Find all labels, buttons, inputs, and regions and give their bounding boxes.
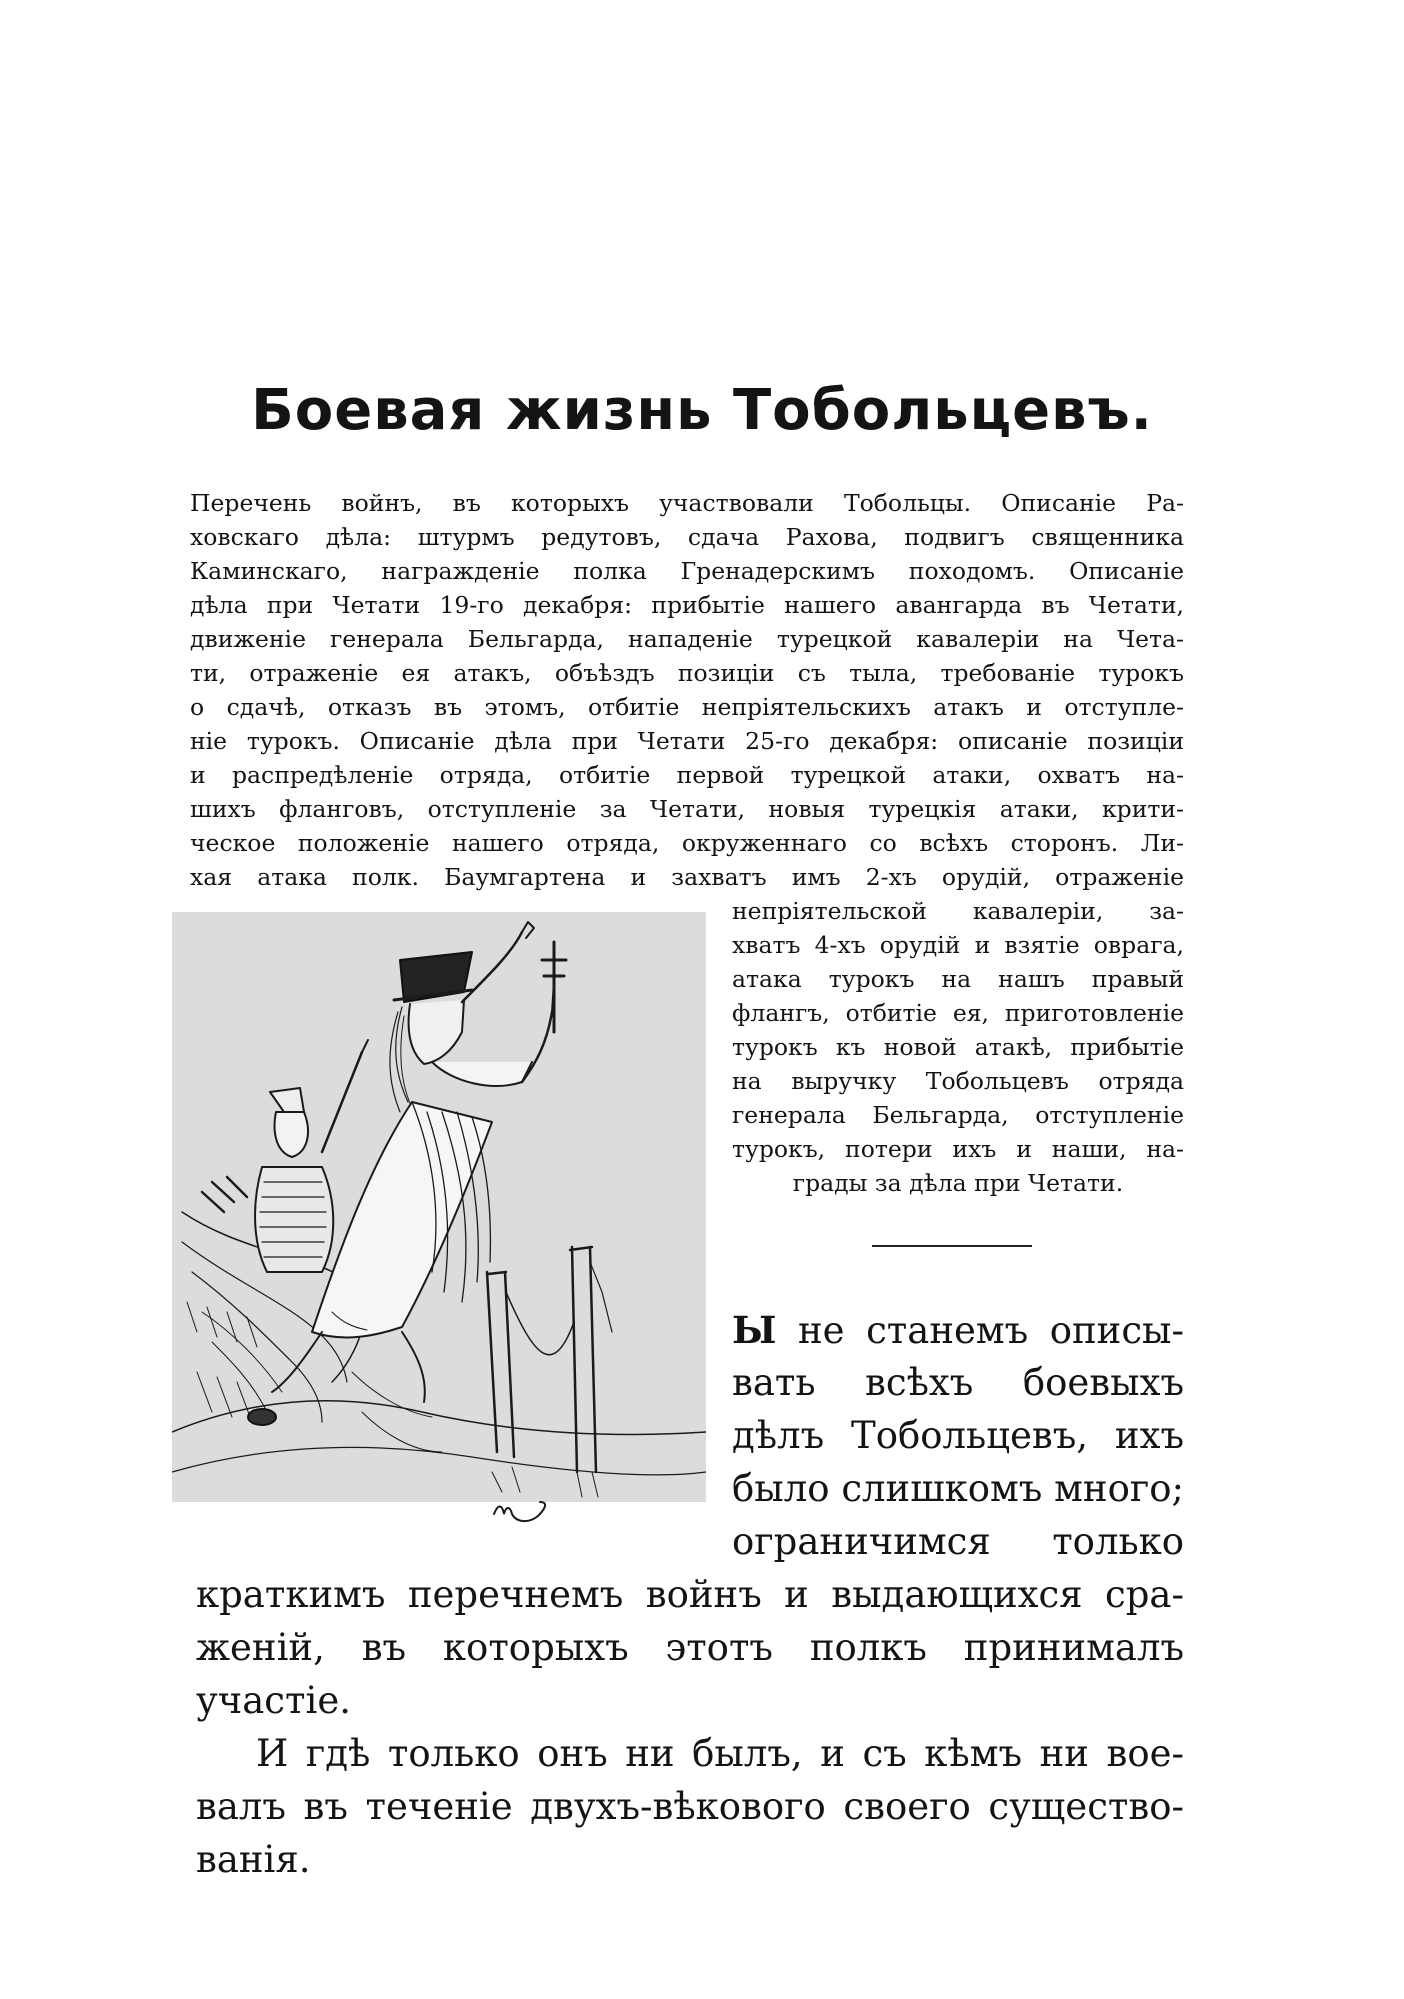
summary-line: движеніе генерала Бельгарда, нападеніе турецкой кавалеріи на Чета- [190, 625, 1184, 653]
body-line: женій, въ которыхъ этотъ полкъ принималъ [196, 1626, 1184, 1669]
body-wrap-line: ограничимся только [732, 1520, 1184, 1563]
summary-line: дѣла при Четати 19-го декабря: прибытіе нашего авангарда въ Четати, [190, 591, 1184, 619]
section-divider [872, 1245, 1032, 1247]
summary-wrap-line: атака турокъ на нашъ правый [732, 965, 1184, 993]
body-wrap-line: было слишкомъ много; [732, 1467, 1184, 1510]
summary-line: Каминскаго, награжденіе полка Гренадерскимъ походомъ. Описаніе [190, 557, 1184, 585]
body-first-line [732, 1304, 1184, 1356]
summary-line: ніе турокъ. Описаніе дѣла при Четати 25-го декабря: описаніе позиціи [190, 727, 1184, 755]
body-wrap-line: дѣлъ Тобольцевъ, ихъ [732, 1414, 1184, 1457]
summary-line: о сдачѣ, отказъ въ этомъ, отбитіе непріятельскихъ атакъ и отступле- [190, 693, 1184, 721]
body-line: валъ въ теченіе двухъ-вѣкового своего существо- [196, 1785, 1184, 1828]
summary-line: ческое положеніе нашего отряда, окруженнаго со всѣхъ сторонъ. Ли- [190, 829, 1184, 857]
summary-wrap-line: хватъ 4-хъ орудій и взятіе оврага, [732, 931, 1184, 959]
summary-line: хая атака полк. Баумгартена и захватъ имъ 2-хъ орудій, отраженіе [190, 863, 1184, 891]
priest-with-cross-illustration [172, 912, 706, 1502]
body-line-end: участіе. [196, 1679, 351, 1722]
summary-wrap-line: турокъ, потери ихъ и наши, на- [732, 1135, 1184, 1163]
body-line: И гдѣ только онъ ни былъ, и съ кѣмъ ни вое- [256, 1732, 1184, 1775]
summary-line: ти, отраженіе ея атакъ, объѣздъ позиціи съ тыла, требованіе турокъ [190, 659, 1184, 687]
summary-wrap-line: генерала Бельгарда, отступленіе [732, 1101, 1184, 1129]
summary-wrap-line: турокъ къ новой атакѣ, прибытіе [732, 1033, 1184, 1061]
summary-line: и распредѣленіе отряда, отбитіе первой турецкой атаки, охватъ на- [190, 761, 1184, 789]
body-wrap-line: вать всѣхъ боевыхъ [732, 1361, 1184, 1404]
page-title: Боевая жизнь Тобольцевъ. [251, 378, 1153, 443]
summary-wrap-line: непріятельской кавалеріи, за- [732, 897, 1184, 925]
body-first-text: не станемъ описы- [798, 1309, 1184, 1352]
illustrator-signature [488, 1494, 560, 1530]
drop-cap: Ы [732, 1308, 777, 1352]
body-line-end: ванія. [196, 1838, 311, 1881]
summary-wrap-line: на выручку Тобольцевъ отряда [732, 1067, 1184, 1095]
summary-line: Перечень войнъ, въ которыхъ участвовали Тобольцы. Описаніе Ра- [190, 489, 1184, 517]
summary-wrap-line: флангъ, отбитіе ея, приготовленіе [732, 999, 1184, 1027]
summary-line: шихъ фланговъ, отступленіе за Четати, новыя турецкія атаки, крити- [190, 795, 1184, 823]
summary-wrap-line: грады за дѣла при Четати. [792, 1169, 1124, 1197]
body-line: краткимъ перечнемъ войнъ и выдающихся сра- [196, 1573, 1184, 1616]
summary-line: ховскаго дѣла: штурмъ редутовъ, сдача Рахова, подвигъ священника [190, 523, 1184, 551]
